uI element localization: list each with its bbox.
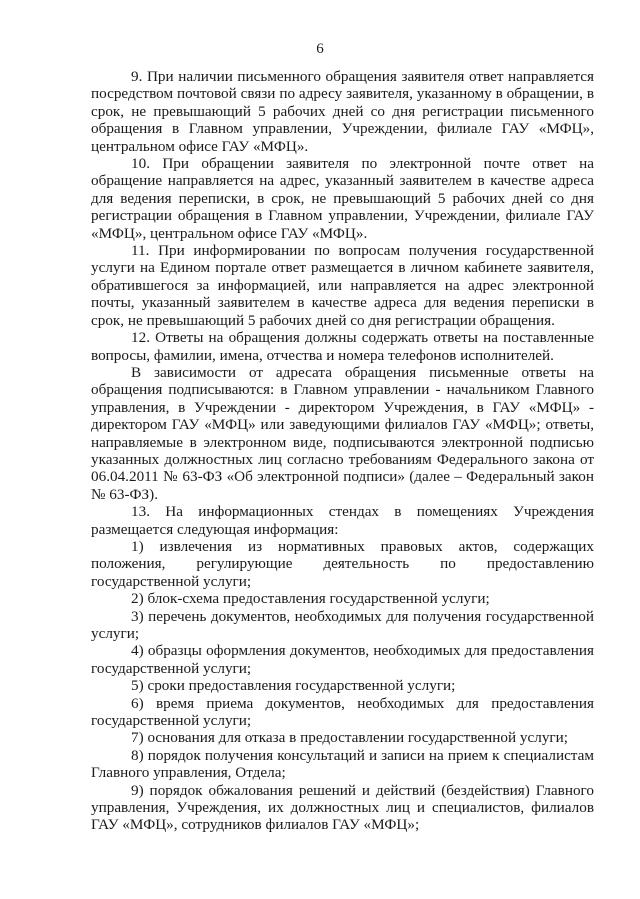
list-item-5-deadlines: 5) сроки предоставления государственной услуги; <box>131 677 456 695</box>
list-item-6-reception-hours: 6) время приема документов, необходимых для предоставления государственной услуги; <box>91 694 594 730</box>
paragraph-12-reply-contents: 12. Ответы на обращения должны содержать ответы на поставленные вопросы, фамилии, имена, отчества и номера телефонов исполнителей. <box>91 329 594 364</box>
paragraph-9-written-reply: 9. При наличии письменного обращения заявителя ответ направляется посредством почтовой связи по адресу заявителя, указанному в обращении, в срок, не превышающий 5 рабочих дней со дня регистрации письменного обращения в Главном управлении, Учреждении, филиале ГАУ «МФЦ», центральном офисе ГАУ «МФЦ». <box>91 68 594 155</box>
list-item-9-appeals: 9) порядок обжалования решений и действий (бездействия) Главного управления, Учреждения, их должностных лиц и специалистов, филиалов ГАУ «МФЦ», сотрудников филиалов ГАУ «МФЦ»; <box>91 781 594 834</box>
page-number: 6 <box>316 41 324 57</box>
list-item-3-documents-list: 3) перечень документов, необходимых для получения государственной услуги; <box>91 607 594 642</box>
paragraph-10-email-reply: 10. При обращении заявителя по электронной почте ответ на обращение направляется на адрес, указанный заявителем в качестве адреса для ведения переписки, в срок, не превышающий 5 рабочих дней со дня регистрации обращения в Главном управлении, Учреждении, филиале ГАУ «МФЦ», центральном офисе ГАУ «МФЦ». <box>91 155 594 242</box>
list-item-2-flowchart: 2) блок-схема предоставления государственной услуги; <box>131 590 490 608</box>
paragraph-11-portal-reply: 11. При информировании по вопросам получения государственной услуги на Едином портале ответ размещается в личном кабинете заявителя, обратившегося за информацией, или направляется на адрес электронной почты, указанный заявителем в качестве адреса для ведения переписки в срок, не превышающий 5 рабочих дней со дня регистрации обращения. <box>91 242 594 329</box>
paragraph-signatures: В зависимости от адресата обращения письменные ответы на обращения подписываются: в Главном управлении - начальником Главного управления, в Учреждении - директором Учреждения, в ГАУ «МФЦ» - директором ГАУ «МФЦ» или заведующими филиалов ГАУ «МФЦ»; ответы, направляемые в электронном виде, подписываются электронной подписью указанных должностных лиц согласно требованиям Федерального закона от 06.04.2011 № 63-ФЗ «Об электронной подписи» (далее – Федеральный закон № 63-ФЗ). <box>91 363 594 503</box>
list-item-8-consultations: 8) порядок получения консультаций и записи на прием к специалистам Главного управления, Отдела; <box>91 746 594 782</box>
list-item-1-legal-extracts: 1) извлечения из нормативных правовых актов, содержащих положения, регулирующие деятельность по предоставлению государственной услуги; <box>91 537 594 590</box>
list-item-7-refusal-grounds: 7) основания для отказа в предоставлении государственной услуги; <box>131 729 569 747</box>
paragraph-13-info-stands: 13. На информационных стендах в помещениях Учреждения размещается следующая информация: <box>91 503 594 538</box>
list-item-4-document-samples: 4) образцы оформления документов, необходимых для предоставления государственной услуги; <box>91 642 594 677</box>
document-body <box>91 68 594 834</box>
